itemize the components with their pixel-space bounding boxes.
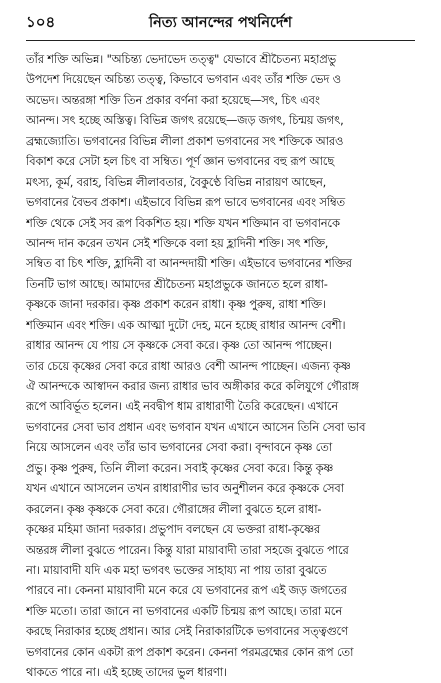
body-line: তিনটি ভাগ আছে। আমাদের শ্রীচৈতন্য মহাপ্রভুকে জানতে হলে রাধা- (26, 276, 328, 291)
page-header (26, 10, 415, 41)
body-line: না। মায়াবাদী যদি এক মহা ভগবৎ ভক্তের সাহায্য না পায় তারা বুঝতে (26, 562, 327, 577)
running-title: নিত্য আনন্দের পথনির্দেশ (148, 15, 293, 31)
body-line: ভগবানের বৈভব প্রকাশ। এইভাবে বিভিন্ন রূপ ভাবে ভগবানের এবং সম্বিত (26, 195, 345, 210)
body-line: তাঁর শক্তি অভিন্ন। "অচিন্ত্য ভেদাভেদ তত্ত্ব" যেভাবে শ্রীচৈতন্য মহাপ্রভু (26, 52, 336, 66)
body-line: শক্তি মতো। তারা জানে না ভগবানের একটি চিন্ময় রূপ আছে। তারা মনে (26, 603, 343, 618)
body-line: করছে নিরাকার হচ্ছে প্রধান। আর সেই নিরাকারটিকে ভগবানের সত্ত্বগুণে (26, 624, 348, 639)
body-line: শক্তিমান এবং শক্তি। এক আত্মা দুটো দেহ, মনে হচ্ছে রাধার আনন্দ বেশী। (26, 317, 346, 332)
body-line: আনন্দ দান করেন তখন সেই শক্তিকে বলা হয় হ্লাদিনী শক্তি। সৎ শক্তি, (26, 235, 329, 250)
body-line: নিয়ে আসলেন এবং তাঁর ভাব ভগবানের সেবা করা। বৃন্দাবনে কৃষ্ণ তো (26, 440, 332, 455)
body-line: মৎস্য, কূর্ম, বরাহ, বিভিন্ন লীলাবতার, বৈকুণ্ঠে বিভিন্ন নারায়ণ আছেন, (26, 174, 327, 189)
body-line: ভগবানের সেবা ভাব প্রধান এবং ভগবান যখন এখানে আসেন তিনি সেবা ভাব (26, 419, 366, 434)
body-line: রাধার আনন্দ যে পায় সে কৃষ্ণকে সেবা করে। কৃষ্ণ তো আনন্দ পাচ্ছেন। (26, 338, 332, 353)
body-line: ভগবানের কোন একটা রূপ প্রকাশ করেন। কেননা পরমব্রহ্মের কোন রূপ তো (26, 644, 354, 659)
body-line: কৃষ্ণের মহিমা জানা দরকার। প্রভুপাদ বলছেন যে ভক্তরা রাধা-কৃষ্ণের (26, 522, 320, 537)
body-line: ব্রহ্মজ্যোতি। ভগবানের বিভিন্ন লীলা প্রকাশ ভগবানের সৎ শক্তিকে আরও (26, 133, 344, 148)
body-line: তার চেয়ে কৃষ্ণের সেবা করে রাধা আরও বেশী আনন্দ পাচ্ছেন। এজন্য কৃষ্ণ (26, 358, 351, 373)
body-line: বিকাশ করে সেটা হল চিৎ বা সম্বিত। পূর্ণ জ্ঞান ভগবানের বহু রূপ আছে (26, 154, 335, 169)
body-line: পারবে না। কেননা মায়াবাদী মনে করে যে ভগবানের রূপ এই জড় জগতের (26, 583, 347, 598)
body-line: প্রভু। কৃষ্ণ পুরুষ, তিনি লীলা করেন। সবাই কৃষ্ণের সেবা করে। কিন্তু কৃষ্ণ (26, 460, 334, 475)
body-line: শক্তি থেকে সেই সব রূপ বিকশিত হয়। শক্তি যখন শক্তিমান বা ভগবানকে (26, 215, 340, 230)
body-line: রূপে আবির্ভূত হলেন। এই নবদ্বীপ ধাম রাধারাণী তৈরি করেছেন। এখানে (26, 399, 339, 414)
body-line: অন্তরঙ্গ লীলা বুঝতে পারেন। কিন্তু যারা মায়াবাদী তারা সহজে বুঝতে পারে (26, 542, 349, 557)
body-line: যখন এখানে আসলেন তখন রাধারাণীর ভাব অনুশীলন করে কৃষ্ণকে সেবা (26, 481, 344, 496)
body-line: করলেন। কৃষ্ণ কৃষ্ণকে সেবা করে। গৌরাঙ্গের লীলা বুঝতে হলে রাধা- (26, 501, 322, 516)
body-line: ঐ আনন্দকে আস্বাদন করার জন্য রাধার ভাব অঙ্গীকার করে কলিযুগে গৌরাঙ্গ (26, 379, 359, 393)
body-text (26, 49, 415, 683)
body-line: উপদেশ দিয়েছেন অচিন্ত্য তত্ত্ব, কিভাবে ভগবান এবং তাঁর শক্তি ভেদ ও (26, 72, 341, 87)
page-number: ১০৪ (26, 13, 56, 31)
body-line: সম্বিত বা চিৎ শক্তি, হ্লাদিনী বা আনন্দদায়ী শক্তি। এইভাবে ভগবানের শক্তির (26, 256, 352, 271)
body-line: অভেদ। অন্তরঙ্গা শক্তি তিন প্রকার বর্ণনা করা হয়েছে—সৎ, চিৎ এবং (26, 92, 320, 107)
body-line: কৃষ্ণকে জানা দরকার। কৃষ্ণ প্রকাশ করেন রাধা। কৃষ্ণ পুরুষ, রাধা শক্তি। (26, 297, 326, 312)
body-line: থাকতে পারে না। এই হচ্ছে তাদের ভুল ধারণা। (26, 665, 227, 680)
body-line: আনন্দ। সৎ হচ্ছে অস্তিত্ব। বিভিন্ন জগৎ রয়েছে—জড় জগৎ, চিন্ময় জগৎ, (26, 113, 344, 128)
